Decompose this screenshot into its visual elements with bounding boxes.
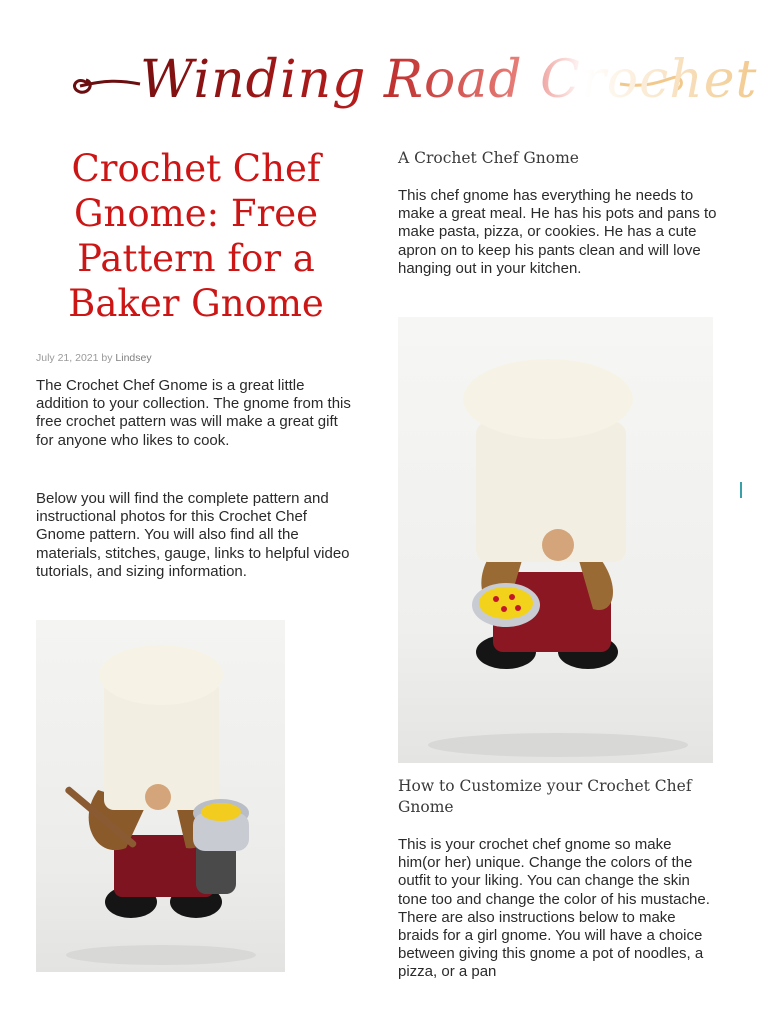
chef-gnome-photo-pot bbox=[36, 620, 285, 972]
post-date[interactable]: July 21, 2021 bbox=[36, 352, 99, 364]
logo-text: Winding Road Crochet bbox=[140, 50, 758, 110]
intro-paragraph-2: Below you will find the complete pattern and instructional photos for this Crochet Chef Gnome pattern. You will also find all the materials, stitches, gauge, links to helpful video tutorials, and sizing information. bbox=[36, 490, 350, 580]
post-meta bbox=[36, 352, 152, 364]
site-logo[interactable] bbox=[60, 44, 758, 124]
section-paragraph-customize: This is your crochet chef gnome so make him(or her) unique. Change the colors of the outfit to your liking. You can change the skin tone too and change the color of his mustache. There are also instructions below to make braids for a girl gnome. You will have a choice between giving this gnome a pot of noodles, a pizza, or a pan bbox=[398, 836, 710, 981]
section-heading-customize: How to Customize your Crochet Chef Gnome bbox=[398, 777, 692, 816]
scroll-indicator[interactable] bbox=[740, 482, 742, 498]
post-author-link[interactable]: Lindsey bbox=[115, 352, 152, 364]
chef-gnome-photo-pizza bbox=[398, 317, 713, 763]
section-heading-chef-gnome: A Crochet Chef Gnome bbox=[398, 149, 579, 167]
post-by-label: by bbox=[101, 352, 113, 364]
article-title: Crochet Chef Gnome: Free Pattern for a Baker Gnome bbox=[68, 147, 324, 325]
section-paragraph-chef-gnome: This chef gnome has everything he needs to make a great meal. He has his pots and pans to make pasta, pizza, or cookies. He has a cute apron on to keep his pants clean and will love hanging out in your kitchen. bbox=[398, 187, 717, 277]
intro-paragraph-1: The Crochet Chef Gnome is a great little addition to your collection. The gnome from this free crochet pattern was will make a great gift for anyone who likes to cook. bbox=[36, 377, 351, 449]
